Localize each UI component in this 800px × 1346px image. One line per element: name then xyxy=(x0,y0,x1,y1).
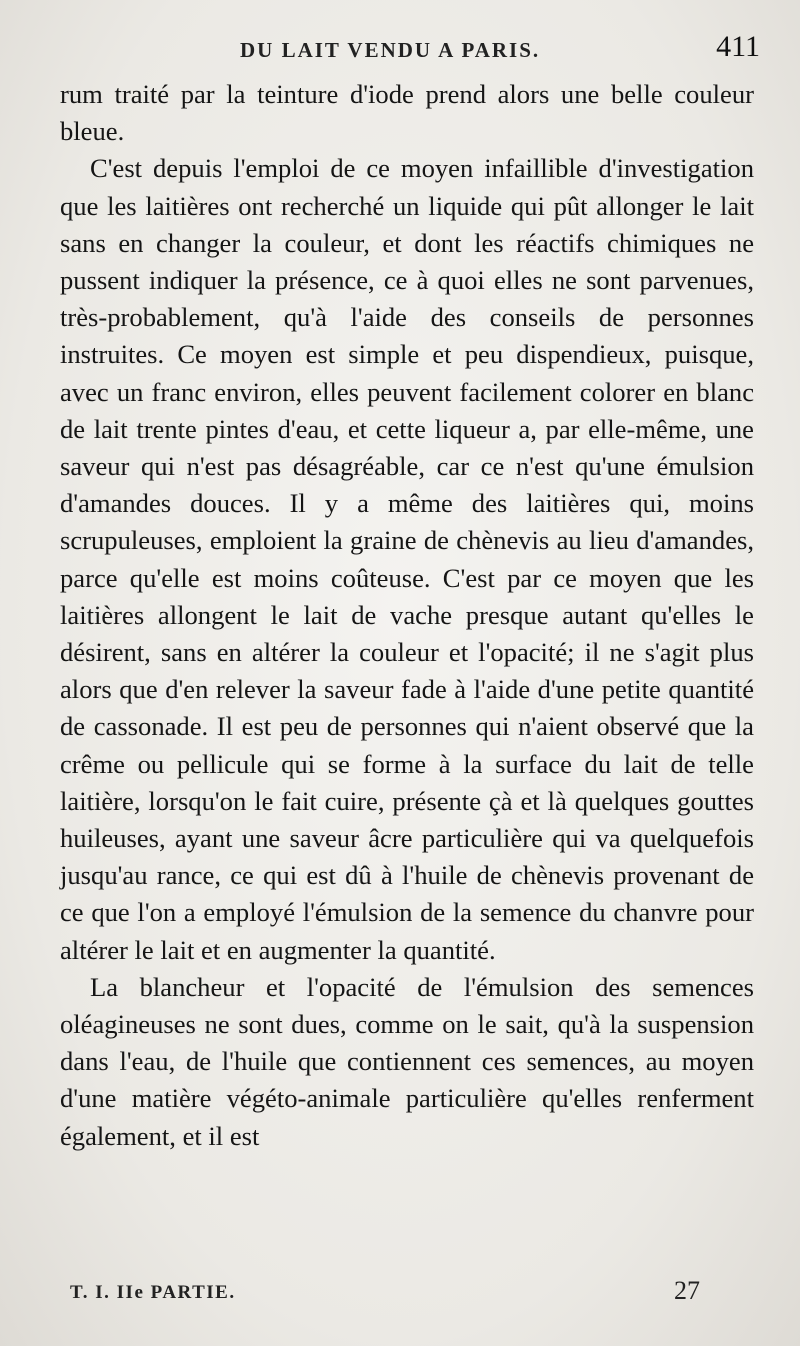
paragraph-continuation: rum traité par la teinture d'iode prend alors une belle couleur bleue. xyxy=(60,79,754,147)
page-body xyxy=(60,76,754,1155)
page-header xyxy=(60,30,760,74)
printer-signature: T. I. IIe PARTIE. xyxy=(70,1282,236,1303)
paragraph: La blancheur et l'opacité de l'émulsion des semences oléagineuses ne sont dues, comme on le sait, qu'à la suspension dans l'eau, de l'huile que contiennent ces semences, au moyen d'une matière végéto-animale particulière qu'elles renferment également, et il est xyxy=(60,971,754,1151)
running-title: DU LAIT VENDU A PARIS. xyxy=(240,38,541,62)
page-number: 411 xyxy=(716,30,760,63)
page-footer xyxy=(70,1276,700,1316)
paragraph: C'est depuis l'emploi de ce moyen infaillible d'investigation que les laitières ont recherché un liquide qui pût allonger le lait sans en changer la couleur, et dont les réactifs chimiques ne pussent indiquer la présence, ce à quoi elles ne sont parvenues, très-probablement, qu'à l'aide des conseils de personnes instruites. Ce moyen est simple et peu dispendieux, puisque, avec un franc environ, elles peuvent facilement colorer en blanc de lait trente pintes d'eau, et cette liqueur a, par elle-même, une saveur qui n'est pas désagréable, car ce n'est qu'une émulsion d'amandes douces. Il y a même des laitières qui, moins scrupuleuses, emploient la graine de chènevis au lieu d'amandes, parce qu'elle est moins coûteuse. C'est par ce moyen que les laitières allongent le lait de vache presque autant qu'elles le désirent, sans en altérer la couleur et l'opacité; il ne s'agit plus alors que d'en relever la saveur fade à l'aide d'une petite quantité de cassonade. Il est peu de personnes qui n'aient observé que la crême ou pellicule qui se forme à la surface du lait de telle laitière, lorsqu'on le fait cuire, présente çà et là quelques gouttes huileuses, ayant une saveur âcre particulière qui va quelquefois jusqu'au rance, ce qui est dû à l'huile de chènevis provenant de ce que l'on a employé l'émulsion de la semence du chanvre pour altérer le lait et en augmenter la quantité. xyxy=(60,153,754,965)
signature-mark: 27 xyxy=(674,1276,700,1305)
